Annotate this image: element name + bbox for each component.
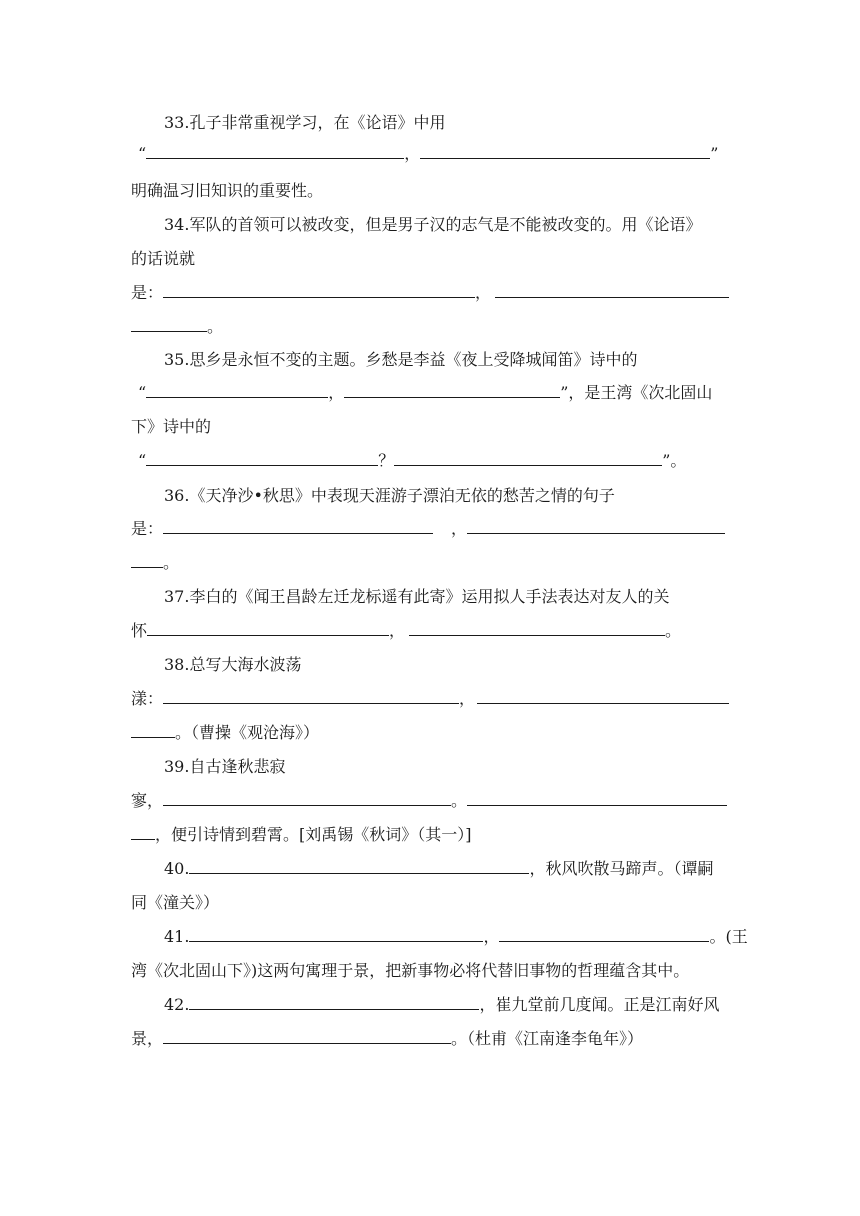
- q34-line-4: [131, 317, 223, 337]
- q39-blank-3[interactable]: [131, 825, 155, 840]
- q34-prompt: 34.军队的首领可以被改变，但是男子汉的志气是不能被改变的。用《论语》: [164, 215, 702, 234]
- q38-prompt: 38.总写大海水波荡: [164, 655, 302, 674]
- q35-line-1: [164, 350, 637, 370]
- close-quote: ”。: [662, 451, 687, 470]
- q36-prompt: 36.《天净沙•秋思》中表现天涯游子漂泊无依的愁苦之情的句子: [164, 486, 615, 505]
- q33-line-3: [131, 181, 323, 201]
- q38-line-3: [131, 723, 319, 743]
- comma: ，: [389, 621, 406, 640]
- q39-line-3: [131, 825, 472, 845]
- q41-blank-2[interactable]: [499, 927, 709, 942]
- q38-blank-3[interactable]: [131, 723, 175, 738]
- q40-source: 同《潼关》）: [131, 893, 220, 912]
- q35-text-2: 下》诗中的: [131, 417, 212, 436]
- comma: ，: [328, 383, 345, 402]
- q35-line-2: [138, 383, 712, 403]
- comma: ，: [483, 927, 500, 946]
- q33-blank-2[interactable]: [420, 144, 710, 159]
- comma: ，: [404, 144, 421, 163]
- q34-blank-1[interactable]: [163, 283, 475, 298]
- q34-blank-3[interactable]: [131, 317, 207, 332]
- q33-line-2: [138, 144, 718, 164]
- q36-blank-3[interactable]: [131, 553, 163, 568]
- q42-source: 。（杜甫《江南逢李龟年》）: [451, 1029, 644, 1048]
- q36-line-3: [131, 553, 179, 573]
- q39-blank-1[interactable]: [163, 791, 451, 806]
- q42-prefix: 景，: [131, 1029, 164, 1048]
- q41-text: 。(王: [709, 927, 748, 946]
- q37-line-2: [131, 621, 681, 641]
- q40-line-1: [164, 859, 713, 879]
- q38-line-2: [131, 689, 729, 709]
- q34-blank-2[interactable]: [495, 283, 729, 298]
- open-quote: “: [138, 383, 147, 402]
- q42-number: 42.: [164, 995, 190, 1014]
- q35-blank-2[interactable]: [344, 383, 560, 398]
- q42-text: ，崔九堂前几度闻。正是江南好风: [479, 995, 720, 1014]
- q33-blank-1[interactable]: [146, 144, 404, 159]
- period: 。: [207, 317, 224, 336]
- q40-line-2: [131, 893, 219, 913]
- q42-blank-2[interactable]: [163, 1029, 451, 1044]
- q35-text: ”，是王湾《次北固山: [560, 383, 713, 402]
- q41-explanation: 湾《次北固山下》)这两句寓理于景，把新事物必将代替旧事物的哲理蕴含其中。: [131, 961, 690, 980]
- q34-line-2: [131, 249, 195, 269]
- q39-source: ，便引诗情到碧霄。[刘禹锡《秋词》（其一）]: [155, 825, 472, 844]
- q42-line-2: [131, 1029, 643, 1049]
- q34-text: 的话说就: [131, 249, 196, 268]
- comma: ，: [459, 689, 476, 708]
- q37-prompt: 37.李白的《闻王昌龄左迁龙标遥有此寄》运用拟人手法表达对友人的关: [164, 587, 670, 606]
- q35-line-3: [131, 417, 211, 437]
- period: 。: [163, 553, 180, 572]
- comma: ，: [475, 283, 492, 302]
- q33-text: 明确温习旧知识的重要性。: [131, 181, 324, 200]
- q39-line-1: [164, 757, 285, 777]
- q37-line-1: [164, 587, 669, 607]
- q35-blank-1[interactable]: [146, 383, 328, 398]
- q35-blank-3[interactable]: [146, 451, 378, 466]
- q39-blank-2[interactable]: [467, 791, 727, 806]
- comma: ，: [451, 519, 468, 538]
- q41-line-1: [164, 927, 748, 947]
- q39-line-2: [131, 791, 727, 811]
- q41-line-2: [131, 961, 689, 981]
- q42-blank-1[interactable]: [189, 995, 479, 1010]
- q40-number: 40.: [164, 859, 190, 878]
- open-quote: “: [138, 451, 147, 470]
- q36-blank-2[interactable]: [467, 519, 725, 534]
- q41-number: 41.: [164, 927, 190, 946]
- q37-prefix: 怀: [131, 621, 148, 640]
- q40-text: ，秋风吹散马蹄声。（谭嗣: [529, 859, 714, 878]
- q35-line-4: [138, 451, 686, 471]
- q39-prompt: 39.自古逢秋悲寂: [164, 757, 286, 776]
- q33-prompt: 33.孔子非常重视学习，在《论语》中用: [164, 113, 446, 132]
- period: 。: [451, 791, 468, 810]
- q34-line-1: [164, 215, 701, 235]
- period: 。: [665, 621, 682, 640]
- q38-prefix: 漾：: [131, 689, 164, 708]
- q34-line-3: [131, 283, 729, 303]
- q33-line-1: [164, 113, 445, 133]
- q38-source: 。（曹操《观沧海》）: [175, 723, 320, 742]
- question-mark: ？: [378, 451, 395, 470]
- q41-blank-1[interactable]: [189, 927, 483, 942]
- q35-blank-4[interactable]: [394, 451, 662, 466]
- q38-blank-2[interactable]: [477, 689, 729, 704]
- q38-line-1: [164, 655, 301, 675]
- q36-prefix: 是：: [131, 519, 164, 538]
- q35-prompt: 35.思乡是永恒不变的主题。乡愁是李益《夜上受降城闻笛》诗中的: [164, 350, 638, 369]
- q38-blank-1[interactable]: [163, 689, 459, 704]
- q36-line-1: [164, 486, 615, 506]
- q40-blank-1[interactable]: [189, 859, 529, 874]
- q36-blank-1[interactable]: [163, 519, 433, 534]
- q37-blank-1[interactable]: [147, 621, 389, 636]
- q36-line-2: [131, 519, 725, 539]
- close-quote: ”: [710, 144, 719, 163]
- q34-prefix: 是：: [131, 283, 164, 302]
- q39-prefix: 寥，: [131, 791, 164, 810]
- open-quote: “: [138, 144, 147, 163]
- q37-blank-2[interactable]: [409, 621, 665, 636]
- q42-line-1: [164, 995, 719, 1015]
